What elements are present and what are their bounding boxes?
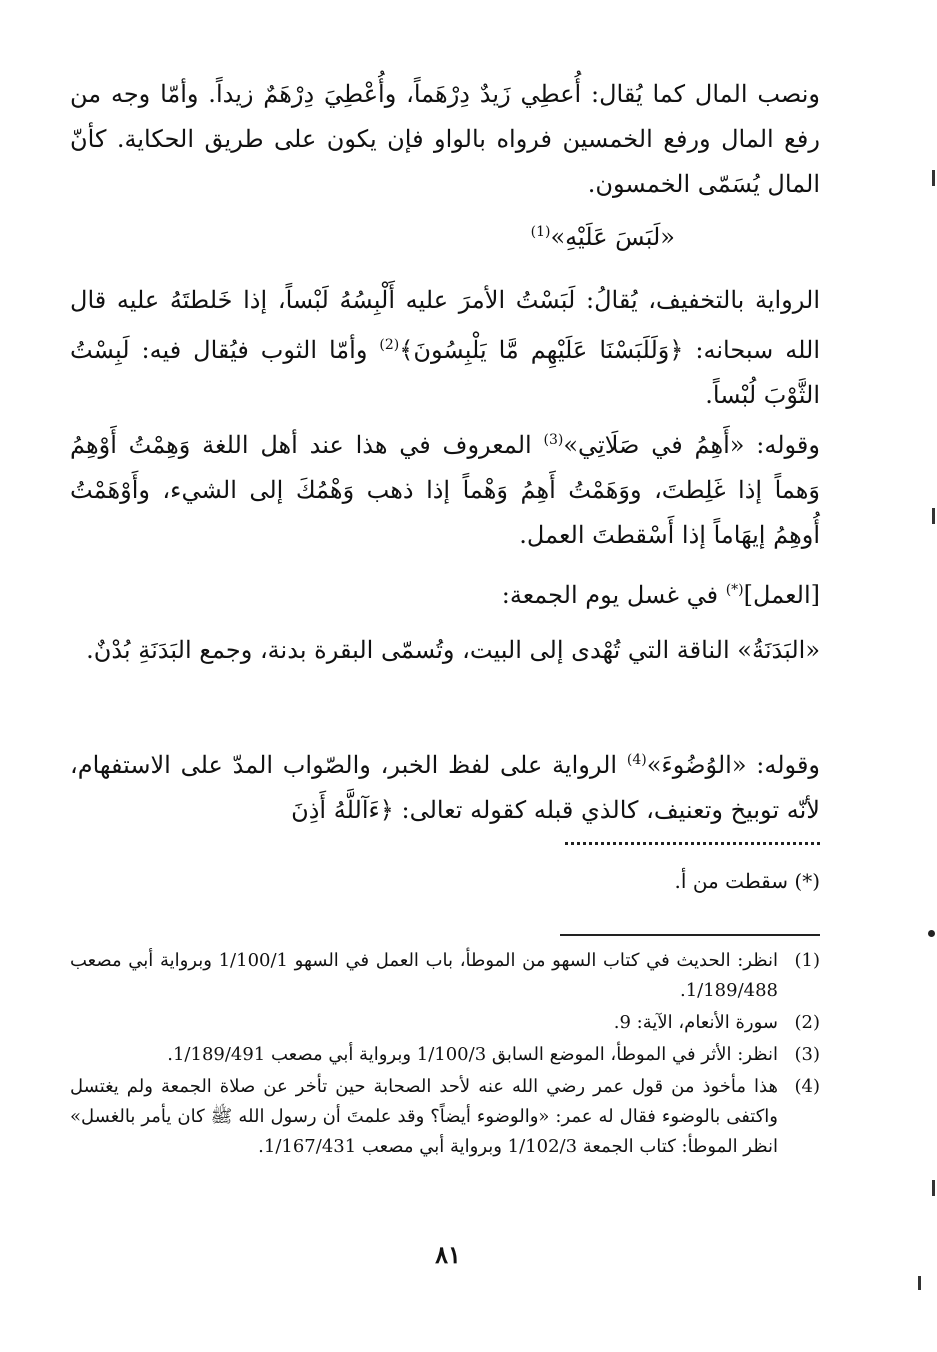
scan-mark [918,1276,921,1290]
paragraph-5-text-a: وقوله: «الوُضُوءَ» [646,751,821,779]
footnote-text: هذا مأخوذ من قول عمر رضي الله عنه لأحد الصحابة حين تأخر عن صلاة الجمعة ولم يغتسل واكتفى بالوضوء فقال له عمر: «والوضوء أيضاً؟ وقد علمتَ أن رسول الله ﷺ كان يأمر بالغسل» انظر الموطأ: كتاب الجمعة 1/102/3 وبرواية أبي مصعب 1/167/431. [70,1076,778,1157]
dotted-separator [565,842,820,845]
footnote-text: انظر: الحديث في كتاب السهو من الموطأ، باب العمل في السهو 1/100/1 وبرواية أبي مصعب 1/189/488. [70,950,779,1001]
paragraph-4-text: «البَدَنَةُ» الناقة التي تُهْدى إلى البيت، وتُسمّى البقرة بدنة، وجمع البَدَنَةِ بُدْنٌ. [86,636,820,664]
footnote-ref-star: (*) [725,582,744,598]
heading-labasa-text: «لَبَسَ عَلَيْهِ» [550,223,675,251]
star-note: (*) سقطت من أ. [674,869,820,893]
paragraph-2-text-a: الرواية بالتخفيف، يُقالُ: لَبَسْتُ الأمرَ عليه أَلْبِسُهُ لَبْساً، إذا خَلطتَهُ عليه قال الله سبحانه: ﴿وَلَلَبَسْنَا عَلَيْهِم مَّا يَلْبِسُونَ﴾ [70,286,820,364]
footnote-text: سورة الأنعام، الآية: 9. [613,1012,778,1033]
footnote-item [70,946,820,1006]
scan-mark [932,508,935,524]
paragraph-1 [70,72,820,207]
footnote-number: (3) [794,1044,820,1065]
heading-friday-bath [70,570,820,615]
footnote-item [70,1008,820,1038]
paragraph-2 [70,278,820,418]
footnotes [70,946,820,1164]
footnote-ref-3: (3) [543,432,564,448]
paragraph-2-text-b: وأمّا الثوب فيُقال فيه: لَبِسْتُ الثَّوْبَ لُبْساً. [70,336,820,409]
footnote-number: (1) [794,950,820,971]
footnote-item [70,1040,820,1070]
footnote-item [70,1072,820,1162]
paragraph-3-text-a: وقوله: «أَهِمُ في صَلَاتِي» [563,431,820,459]
scan-dot [928,930,935,937]
paragraph-5-text-b: الرواية على لفظ الخبر، والصّواب المدّ على الاستفهام، لأنّه توبيخ وتعنيف، كالذي قبله كقوله تعالى: ﴿ءَآللَّهُ أَذِنَ [70,751,820,824]
paragraph-3-text-b: المعروف في هذا عند أهل اللغة وَهِمْتُ أَوْهِمُ وَهماً إذا غَلِطتَ، ووَهَمْتُ أَهِمُ وَهْماً إذا ذهب وَهْمُكَ إلى الشيء، وأَوْهَمْتُ أُوهِمُ إيهَاماً إذا أَسْقطتَ العمل. [70,431,820,549]
heading-labasa [70,212,820,257]
paragraph-1-text: ونصب المال كما يُقال: أُعطِي زَيدٌ دِرْهَماً، وأُعْطِيَ دِرْهَمٌ زيداً. وأمّا وجه من رفع المال ورفع الخمسين فرواه بالواو فإن يكون على طريق الحكاية. كأنّ المال يُسَمّى الخمسون. [70,80,820,198]
heading-friday-text-a: [العمل] [743,581,820,609]
scan-mark [932,1180,935,1196]
footnote-rule [560,934,820,936]
footnote-text: انظر: الأثر في الموطأ، الموضع السابق 1/100/3 وبرواية أبي مصعب 1/189/491. [167,1044,778,1065]
footnote-number: (4) [794,1076,820,1097]
paragraph-3 [70,418,820,558]
paragraph-3-body [70,418,820,558]
paragraph-5 [70,738,820,833]
page-number: ٨١ [435,1240,461,1269]
footnote-ref-2: (2) [379,337,400,353]
footnote-ref-1: (1) [530,224,551,240]
paragraph-2-body [70,278,820,418]
scan-mark [932,170,935,186]
heading-friday-text-b: في غسل يوم الجمعة: [501,581,726,609]
footnote-number: (2) [794,1012,820,1033]
paragraph-4 [70,628,820,673]
paragraph-5-body [70,738,820,833]
footnote-ref-4: (4) [626,752,647,768]
